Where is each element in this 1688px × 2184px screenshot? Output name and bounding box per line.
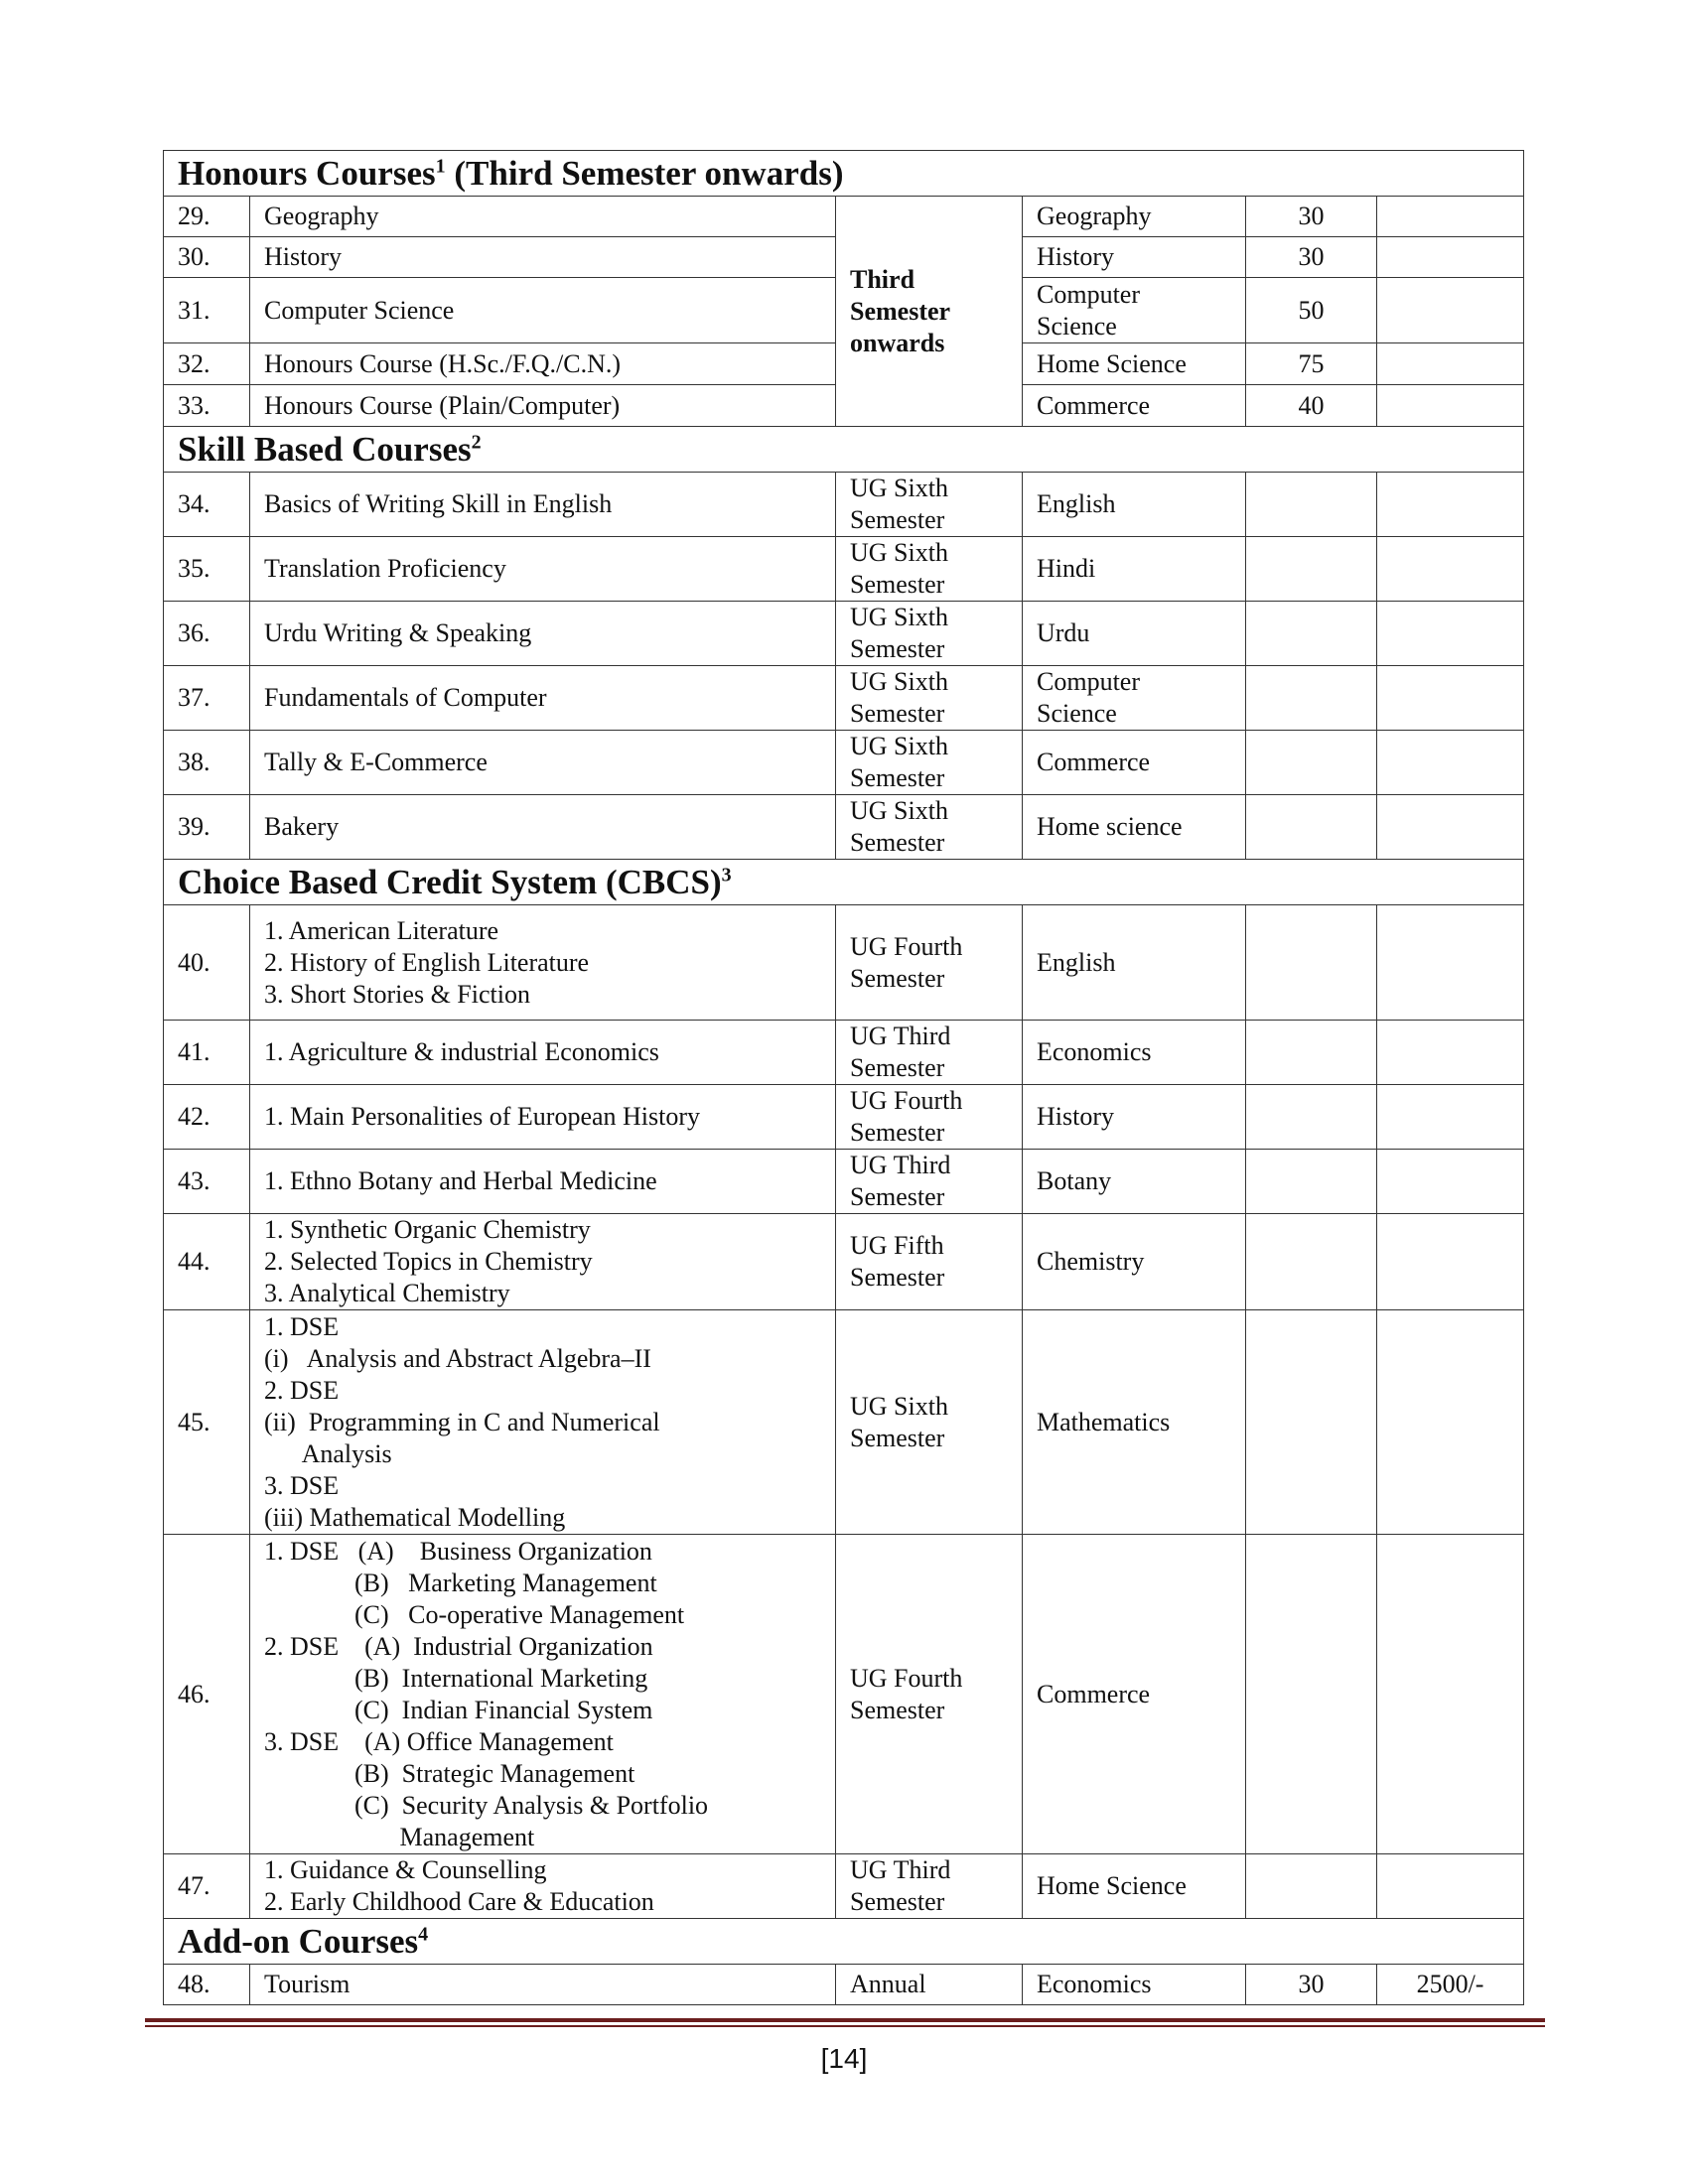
row-number: 46. — [164, 1535, 250, 1854]
row-number: 30. — [164, 237, 250, 278]
course-name: 1. DSE (i) Analysis and Abstract Algebra–II 2. DSE (ii) Programming in C and Numerical Analysis 3. DSE (iii) Mathematical Modelling — [250, 1310, 836, 1535]
row-number: 48. — [164, 1965, 250, 2005]
department: English — [1023, 473, 1246, 537]
section-header-addon — [164, 1919, 1524, 1965]
department: Computer Science — [1023, 666, 1246, 731]
table-row — [164, 795, 1524, 860]
section-title-cbcs: Choice Based Credit System (CBCS)$^3$ — [164, 860, 1524, 905]
course-name: Computer Science — [250, 278, 836, 343]
fee — [1377, 602, 1524, 666]
duration: UG Sixth Semester — [836, 1310, 1023, 1535]
row-number: 42. — [164, 1085, 250, 1150]
section-title-addon: Add-on Courses$^4$ — [164, 1919, 1524, 1965]
fee — [1377, 905, 1524, 1021]
department: Urdu — [1023, 602, 1246, 666]
fee — [1377, 731, 1524, 795]
department: English — [1023, 905, 1246, 1021]
courses-table — [163, 150, 1524, 2005]
row-number: 36. — [164, 602, 250, 666]
fee — [1377, 343, 1524, 385]
fee — [1377, 1535, 1524, 1854]
department: Home Science — [1023, 1854, 1246, 1919]
department: Home Science — [1023, 343, 1246, 385]
seats — [1246, 1085, 1377, 1150]
seats — [1246, 1535, 1377, 1854]
fee — [1377, 237, 1524, 278]
table-row — [164, 731, 1524, 795]
table-row — [164, 905, 1524, 1021]
duration: UG Third Semester — [836, 1854, 1023, 1919]
section-header-honours — [164, 151, 1524, 197]
duration: Annual — [836, 1965, 1023, 2005]
duration: UG Sixth Semester — [836, 731, 1023, 795]
duration: UG Fourth Semester — [836, 1085, 1023, 1150]
seats — [1246, 905, 1377, 1021]
department: Commerce — [1023, 731, 1246, 795]
table-row — [164, 473, 1524, 537]
table-row — [164, 1535, 1524, 1854]
row-number: 47. — [164, 1854, 250, 1919]
row-number: 43. — [164, 1150, 250, 1214]
duration: UG Sixth Semester — [836, 666, 1023, 731]
duration: UG Third Semester — [836, 1021, 1023, 1085]
department: Commerce — [1023, 1535, 1246, 1854]
course-name: 1. Agriculture & industrial Economics — [250, 1021, 836, 1085]
seats — [1246, 731, 1377, 795]
row-number: 34. — [164, 473, 250, 537]
seats — [1246, 1150, 1377, 1214]
course-name: Tally & E-Commerce — [250, 731, 836, 795]
row-number: 31. — [164, 278, 250, 343]
row-number: 44. — [164, 1214, 250, 1310]
seats — [1246, 1021, 1377, 1085]
table-row — [164, 1214, 1524, 1310]
course-name: Translation Proficiency — [250, 537, 836, 602]
course-name: 1. Main Personalities of European History — [250, 1085, 836, 1150]
page-number: [14] — [820, 2043, 868, 2074]
table-row — [164, 1085, 1524, 1150]
seats — [1246, 1310, 1377, 1535]
course-name: Tourism — [250, 1965, 836, 2005]
seats: 30 — [1246, 197, 1377, 237]
fee — [1377, 1310, 1524, 1535]
duration: UG Third Semester — [836, 1150, 1023, 1214]
table-row — [164, 666, 1524, 731]
department: Chemistry — [1023, 1214, 1246, 1310]
fee — [1377, 795, 1524, 860]
row-number: 32. — [164, 343, 250, 385]
row-number: 45. — [164, 1310, 250, 1535]
department: Geography — [1023, 197, 1246, 237]
course-name: Geography — [250, 197, 836, 237]
seats — [1246, 473, 1377, 537]
fee — [1377, 278, 1524, 343]
seats: 30 — [1246, 237, 1377, 278]
fee — [1377, 1021, 1524, 1085]
fee — [1377, 1085, 1524, 1150]
table-row — [164, 197, 1524, 237]
row-number: 29. — [164, 197, 250, 237]
fee — [1377, 1150, 1524, 1214]
duration: UG Sixth Semester — [836, 537, 1023, 602]
seats — [1246, 1854, 1377, 1919]
section-title-honours: Honours Courses$^1$ (Third Semester onwards) — [164, 151, 1524, 197]
department: Hindi — [1023, 537, 1246, 602]
seats — [1246, 666, 1377, 731]
row-number: 37. — [164, 666, 250, 731]
seats: 40 — [1246, 385, 1377, 427]
course-name: 1. Synthetic Organic Chemistry 2. Selected Topics in Chemistry 3. Analytical Chemistry — [250, 1214, 836, 1310]
footer-rule-thick — [145, 2018, 1545, 2022]
duration: UG Sixth Semester — [836, 602, 1023, 666]
table-row — [164, 602, 1524, 666]
seats: 30 — [1246, 1965, 1377, 2005]
table-row — [164, 1021, 1524, 1085]
course-name: Basics of Writing Skill in English — [250, 473, 836, 537]
course-name: 1. Guidance & Counselling 2. Early Childhood Care & Education — [250, 1854, 836, 1919]
table-row — [164, 1150, 1524, 1214]
fee — [1377, 537, 1524, 602]
seats — [1246, 795, 1377, 860]
row-number: 40. — [164, 905, 250, 1021]
duration: UG Fifth Semester — [836, 1214, 1023, 1310]
seats: 50 — [1246, 278, 1377, 343]
section-header-skill — [164, 427, 1524, 473]
duration: UG Fourth Semester — [836, 1535, 1023, 1854]
duration: UG Fourth Semester — [836, 905, 1023, 1021]
seats — [1246, 537, 1377, 602]
fee — [1377, 1214, 1524, 1310]
course-name: 1. American Literature 2. History of English Literature 3. Short Stories & Fiction — [250, 905, 836, 1021]
fee — [1377, 666, 1524, 731]
duration: Third Semester onwards — [836, 197, 1023, 427]
course-name: Fundamentals of Computer — [250, 666, 836, 731]
department: Economics — [1023, 1021, 1246, 1085]
fee — [1377, 385, 1524, 427]
table-row — [164, 1310, 1524, 1535]
seats — [1246, 1214, 1377, 1310]
course-name: Bakery — [250, 795, 836, 860]
department: History — [1023, 1085, 1246, 1150]
row-number: 35. — [164, 537, 250, 602]
course-name: 1. DSE (A) Business Organization (B) Marketing Management (C) Co-operative Management 2. DSE (A) Industrial Organization (B) International Marketing (C) Indian Financial System 3. DSE (A) Office Management (B) Strategic Management (C) Security Analysis & Portfolio Management — [250, 1535, 836, 1854]
course-name: 1. Ethno Botany and Herbal Medicine — [250, 1150, 836, 1214]
fee — [1377, 473, 1524, 537]
course-name: Honours Course (H.Sc./F.Q./C.N.) — [250, 343, 836, 385]
row-number: 33. — [164, 385, 250, 427]
seats: 75 — [1246, 343, 1377, 385]
duration: UG Sixth Semester — [836, 473, 1023, 537]
department: Botany — [1023, 1150, 1246, 1214]
department: Computer Science — [1023, 278, 1246, 343]
fee: 2500/- — [1377, 1965, 1524, 2005]
department: Mathematics — [1023, 1310, 1246, 1535]
department: Commerce — [1023, 385, 1246, 427]
table-row — [164, 1965, 1524, 2005]
table-row — [164, 1854, 1524, 1919]
course-name: Honours Course (Plain/Computer) — [250, 385, 836, 427]
duration: UG Sixth Semester — [836, 795, 1023, 860]
row-number: 39. — [164, 795, 250, 860]
department: History — [1023, 237, 1246, 278]
course-name: History — [250, 237, 836, 278]
footer-rule — [145, 2018, 1545, 2027]
row-number: 38. — [164, 731, 250, 795]
fee — [1377, 197, 1524, 237]
section-header-cbcs — [164, 860, 1524, 905]
table-row — [164, 537, 1524, 602]
row-number: 41. — [164, 1021, 250, 1085]
seats — [1246, 602, 1377, 666]
department: Home science — [1023, 795, 1246, 860]
course-name: Urdu Writing & Speaking — [250, 602, 836, 666]
section-title-skill: Skill Based Courses$^2$ — [164, 427, 1524, 473]
department: Economics — [1023, 1965, 1246, 2005]
footer-rule-thin — [145, 2025, 1545, 2027]
fee — [1377, 1854, 1524, 1919]
